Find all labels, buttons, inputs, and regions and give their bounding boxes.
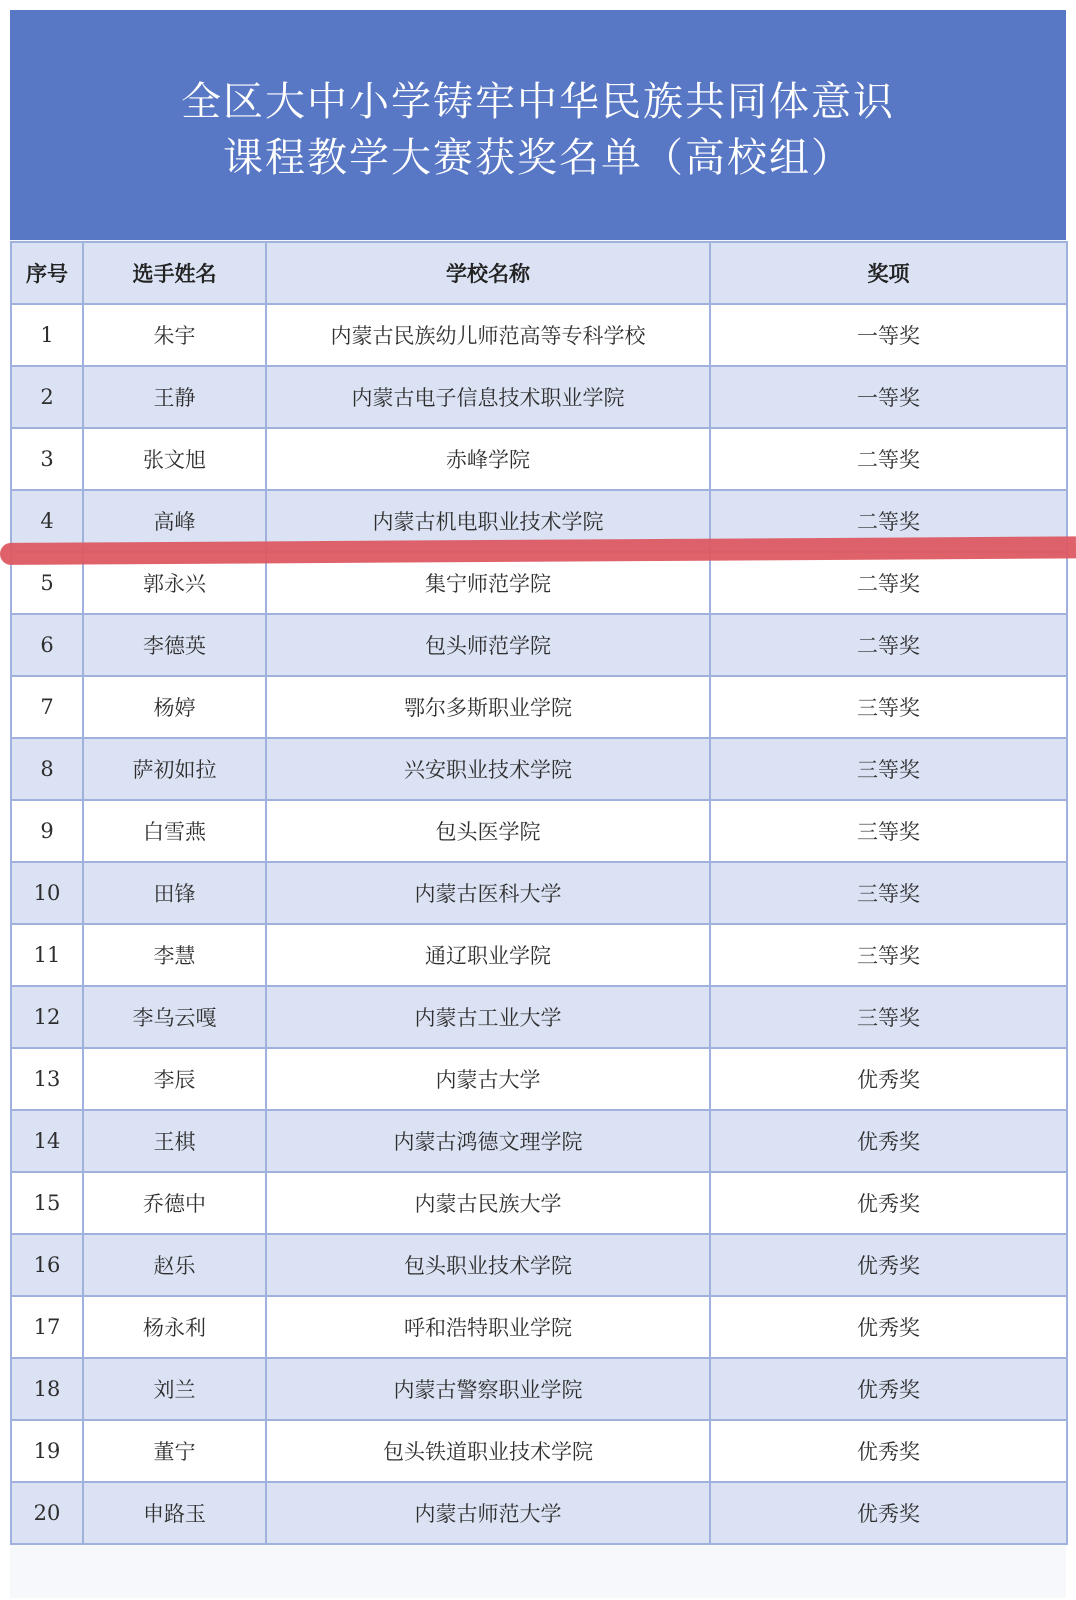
cell-contestant-name: 李辰 <box>83 1048 266 1110</box>
table-row <box>11 428 1067 490</box>
cell-school-name: 通辽职业学院 <box>266 924 710 986</box>
award-list-sheet <box>10 10 1066 1598</box>
cell-award: 二等奖 <box>710 428 1067 490</box>
cell-school-name: 包头职业技术学院 <box>266 1234 710 1296</box>
table-row <box>11 738 1067 800</box>
cell-number: 18 <box>11 1358 83 1420</box>
table-row <box>11 924 1067 986</box>
cell-number: 14 <box>11 1110 83 1172</box>
cell-school-name: 包头铁道职业技术学院 <box>266 1420 710 1482</box>
cell-contestant-name: 杨婷 <box>83 676 266 738</box>
cell-contestant-name: 刘兰 <box>83 1358 266 1420</box>
cell-number: 2 <box>11 366 83 428</box>
awards-table <box>10 241 1068 1545</box>
cell-school-name: 内蒙古警察职业学院 <box>266 1358 710 1420</box>
cell-number: 10 <box>11 862 83 924</box>
table-row <box>11 1296 1067 1358</box>
cell-contestant-name: 李乌云嘎 <box>83 986 266 1048</box>
table-row <box>11 1234 1067 1296</box>
cell-award: 优秀奖 <box>710 1482 1067 1544</box>
table-row <box>11 1048 1067 1110</box>
cell-school-name: 包头医学院 <box>266 800 710 862</box>
cell-number: 19 <box>11 1420 83 1482</box>
cell-number: 13 <box>11 1048 83 1110</box>
table-row <box>11 1172 1067 1234</box>
table-row <box>11 1358 1067 1420</box>
cell-school-name: 内蒙古电子信息技术职业学院 <box>266 366 710 428</box>
column-header-award: 奖项 <box>710 242 1067 304</box>
cell-school-name: 呼和浩特职业学院 <box>266 1296 710 1358</box>
cell-contestant-name: 董宁 <box>83 1420 266 1482</box>
cell-number: 11 <box>11 924 83 986</box>
cell-number: 8 <box>11 738 83 800</box>
cell-number: 5 <box>11 552 83 614</box>
cell-award: 三等奖 <box>710 862 1067 924</box>
cell-contestant-name: 郭永兴 <box>83 552 266 614</box>
cell-contestant-name: 杨永利 <box>83 1296 266 1358</box>
cell-school-name: 内蒙古医科大学 <box>266 862 710 924</box>
cell-contestant-name: 王棋 <box>83 1110 266 1172</box>
cell-number: 4 <box>11 490 83 552</box>
cell-award: 优秀奖 <box>710 1234 1067 1296</box>
cell-school-name: 内蒙古鸿德文理学院 <box>266 1110 710 1172</box>
cell-contestant-name: 李德英 <box>83 614 266 676</box>
title-line-2: 课程教学大赛获奖名单（高校组） <box>223 135 853 181</box>
table-header-row <box>11 242 1067 304</box>
cell-contestant-name: 乔德中 <box>83 1172 266 1234</box>
cell-award: 一等奖 <box>710 304 1067 366</box>
cell-school-name: 集宁师范学院 <box>266 552 710 614</box>
cell-award: 二等奖 <box>710 552 1067 614</box>
cell-award: 优秀奖 <box>710 1296 1067 1358</box>
cell-number: 6 <box>11 614 83 676</box>
cell-award: 二等奖 <box>710 490 1067 552</box>
cell-school-name: 赤峰学院 <box>266 428 710 490</box>
cell-school-name: 鄂尔多斯职业学院 <box>266 676 710 738</box>
table-row <box>11 1420 1067 1482</box>
column-header-name: 选手姓名 <box>83 242 266 304</box>
cell-number: 9 <box>11 800 83 862</box>
cell-contestant-name: 李慧 <box>83 924 266 986</box>
cell-number: 17 <box>11 1296 83 1358</box>
cell-award: 优秀奖 <box>710 1358 1067 1420</box>
cell-school-name: 内蒙古民族大学 <box>266 1172 710 1234</box>
table-row <box>11 862 1067 924</box>
title-banner <box>10 10 1066 240</box>
cell-number: 7 <box>11 676 83 738</box>
column-header-number: 序号 <box>11 242 83 304</box>
table-row <box>11 614 1067 676</box>
cell-number: 16 <box>11 1234 83 1296</box>
cell-school-name: 兴安职业技术学院 <box>266 738 710 800</box>
table-row <box>11 986 1067 1048</box>
cell-school-name: 包头师范学院 <box>266 614 710 676</box>
column-header-school: 学校名称 <box>266 242 710 304</box>
cell-award: 二等奖 <box>710 614 1067 676</box>
cell-contestant-name: 萨初如拉 <box>83 738 266 800</box>
cell-award: 三等奖 <box>710 986 1067 1048</box>
cell-contestant-name: 赵乐 <box>83 1234 266 1296</box>
cell-contestant-name: 田锋 <box>83 862 266 924</box>
cell-award: 优秀奖 <box>710 1420 1067 1482</box>
cell-number: 3 <box>11 428 83 490</box>
cell-award: 三等奖 <box>710 676 1067 738</box>
table-row <box>11 676 1067 738</box>
cell-number: 1 <box>11 304 83 366</box>
cell-award: 三等奖 <box>710 800 1067 862</box>
cell-contestant-name: 高峰 <box>83 490 266 552</box>
table-row <box>11 366 1067 428</box>
cell-school-name: 内蒙古大学 <box>266 1048 710 1110</box>
cell-award: 三等奖 <box>710 738 1067 800</box>
table-row <box>11 800 1067 862</box>
cell-award: 优秀奖 <box>710 1172 1067 1234</box>
cell-school-name: 内蒙古师范大学 <box>266 1482 710 1544</box>
cell-number: 20 <box>11 1482 83 1544</box>
cell-number: 12 <box>11 986 83 1048</box>
cell-award: 一等奖 <box>710 366 1067 428</box>
cell-award: 优秀奖 <box>710 1110 1067 1172</box>
cell-award: 优秀奖 <box>710 1048 1067 1110</box>
table-row <box>11 1110 1067 1172</box>
table-row <box>11 1482 1067 1544</box>
cell-school-name: 内蒙古工业大学 <box>266 986 710 1048</box>
cell-contestant-name: 王静 <box>83 366 266 428</box>
table-row <box>11 304 1067 366</box>
cell-contestant-name: 申路玉 <box>83 1482 266 1544</box>
cell-school-name: 内蒙古民族幼儿师范高等专科学校 <box>266 304 710 366</box>
cell-school-name: 内蒙古机电职业技术学院 <box>266 490 710 552</box>
cell-award: 三等奖 <box>710 924 1067 986</box>
cell-contestant-name: 朱宇 <box>83 304 266 366</box>
cell-contestant-name: 白雪燕 <box>83 800 266 862</box>
cell-contestant-name: 张文旭 <box>83 428 266 490</box>
cell-number: 15 <box>11 1172 83 1234</box>
title-line-1: 全区大中小学铸牢中华民族共同体意识 <box>181 79 895 125</box>
